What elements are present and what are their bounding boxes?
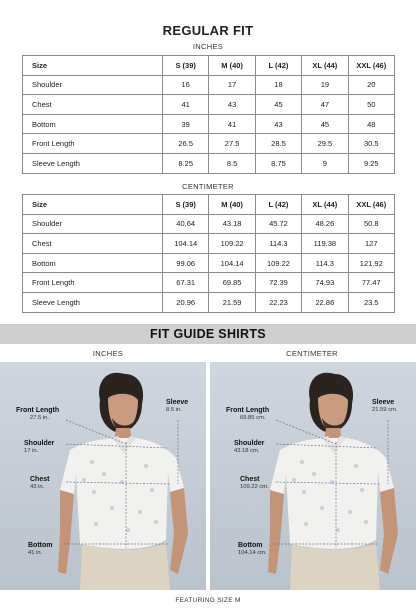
measurement-value: 21.59 [209, 292, 255, 312]
table-row [23, 234, 395, 254]
measurement-value: 121.92 [348, 253, 394, 273]
table-row [23, 253, 395, 273]
measurement-label: Sleeve Length [23, 153, 163, 173]
measurement-value: 16 [163, 75, 209, 95]
measurement-value: 43 [255, 114, 301, 134]
table-row [23, 273, 395, 293]
measurement-value: 9 [302, 153, 348, 173]
measurement-value: 22.86 [302, 292, 348, 312]
table-row [23, 114, 395, 134]
measurement-value: 45 [255, 95, 301, 115]
measurement-value: 26.5 [163, 134, 209, 154]
table-header-row [23, 56, 395, 76]
fit-guide-photo-inches [0, 362, 206, 590]
measurement-value: 99.06 [163, 253, 209, 273]
measurement-value: 72.39 [255, 273, 301, 293]
front-length-label: Front Length [16, 407, 60, 414]
fit-guide-inches-label: INCHES [92, 349, 124, 358]
measurement-value: 48.26 [302, 214, 348, 234]
chest-value: 43 in. [30, 483, 45, 490]
table-header-row [23, 195, 395, 215]
front-length-value: 69.85 cm. [240, 414, 266, 421]
bottom-value: 41 in. [28, 549, 43, 556]
measurement-value: 20.96 [163, 292, 209, 312]
measurement-label: Front Length [23, 273, 163, 293]
measurement-label: Bottom [23, 253, 163, 273]
shoulder-value: 43.18 cm. [234, 447, 260, 454]
measurement-value: 109.22 [209, 234, 255, 254]
featuring-size-caption: FEATURING SIZE M [175, 597, 241, 604]
measurement-value: 41 [163, 95, 209, 115]
measurement-label: Front Length [23, 134, 163, 154]
measurement-label: Chest [23, 95, 163, 115]
measurement-value: 30.5 [348, 134, 394, 154]
measurement-value: 28.5 [255, 134, 301, 154]
measurement-value: 23.5 [348, 292, 394, 312]
measurement-value: 20 [348, 75, 394, 95]
shoulder-label: Shoulder [234, 440, 265, 447]
measurement-value: 114.3 [302, 253, 348, 273]
column-header: XXL (46) [348, 195, 394, 215]
measurement-value: 77.47 [348, 273, 394, 293]
fit-guide-centimeter-label: CENTIMETER [286, 349, 338, 358]
table-row [23, 134, 395, 154]
measurement-value: 114.3 [255, 234, 301, 254]
column-header: S (39) [163, 195, 209, 215]
fit-guide-photo-centimeter [210, 362, 416, 590]
measurement-value: 50.8 [348, 214, 394, 234]
measurement-value: 67.31 [163, 273, 209, 293]
column-header: M (40) [209, 195, 255, 215]
measurement-value: 9.25 [348, 153, 394, 173]
bottom-value: 104.14 cm. [238, 549, 267, 556]
measurement-label: Shoulder [23, 214, 163, 234]
measurement-value: 119.38 [302, 234, 348, 254]
table-row [23, 153, 395, 173]
measurement-value: 17 [209, 75, 255, 95]
column-header: XL (44) [302, 195, 348, 215]
measurement-value: 43 [209, 95, 255, 115]
sleeve-value: 8.5 in. [166, 406, 182, 413]
measurement-value: 74.93 [302, 273, 348, 293]
measurement-value: 43.18 [209, 214, 255, 234]
table-row [23, 95, 395, 115]
regular-fit-title: REGULAR FIT [162, 23, 254, 38]
chest-label: Chest [30, 476, 50, 483]
column-header: M (40) [209, 56, 255, 76]
column-header: XL (44) [302, 56, 348, 76]
chest-value: 109.22 cm. [240, 483, 269, 490]
measurement-value: 8.25 [163, 153, 209, 173]
column-header: L (42) [255, 56, 301, 76]
measurement-value: 19 [302, 75, 348, 95]
measurement-value: 8.5 [209, 153, 255, 173]
column-header: L (42) [255, 195, 301, 215]
bottom-label: Bottom [238, 542, 263, 549]
centimeter-table-label: CENTIMETER [182, 182, 234, 191]
measurement-label: Bottom [23, 114, 163, 134]
centimeter-size-table [22, 194, 395, 313]
column-header: Size [23, 56, 163, 76]
measurement-value: 69.85 [209, 273, 255, 293]
table-row [23, 214, 395, 234]
bottom-label: Bottom [28, 542, 53, 549]
column-header: XXL (46) [348, 56, 394, 76]
measurement-value: 8.75 [255, 153, 301, 173]
measurement-label: Shoulder [23, 75, 163, 95]
measurement-value: 48 [348, 114, 394, 134]
column-header: S (39) [163, 56, 209, 76]
table-row [23, 292, 395, 312]
measurement-label: Sleeve Length [23, 292, 163, 312]
column-header: Size [23, 195, 163, 215]
sleeve-label: Sleeve [166, 399, 189, 406]
fit-guide-banner [0, 324, 416, 344]
shoulder-label: Shoulder [24, 440, 55, 447]
measurement-value: 109.22 [255, 253, 301, 273]
measurement-value: 47 [302, 95, 348, 115]
measurement-value: 50 [348, 95, 394, 115]
measurement-value: 41 [209, 114, 255, 134]
measurement-value: 18 [255, 75, 301, 95]
inches-table-label: INCHES [192, 42, 224, 51]
measurement-value: 104.14 [163, 234, 209, 254]
measurement-value: 39 [163, 114, 209, 134]
front-length-label: Front Length [226, 407, 270, 414]
inches-size-table [22, 55, 395, 174]
measurement-value: 27.5 [209, 134, 255, 154]
measurement-value: 45 [302, 114, 348, 134]
measurement-value: 45.72 [255, 214, 301, 234]
shoulder-value: 17 in. [24, 447, 39, 454]
measurement-value: 40.64 [163, 214, 209, 234]
fit-guide-title: FIT GUIDE SHIRTS [150, 327, 266, 341]
sleeve-label: Sleeve [372, 399, 395, 406]
measurement-value: 29.5 [302, 134, 348, 154]
front-length-value: 27.5 in. [30, 414, 50, 421]
measurement-value: 22.23 [255, 292, 301, 312]
measurement-label: Chest [23, 234, 163, 254]
sleeve-value: 21.59 cm. [372, 406, 398, 413]
measurement-value: 104.14 [209, 253, 255, 273]
chest-label: Chest [240, 476, 260, 483]
table-row [23, 75, 395, 95]
measurement-value: 127 [348, 234, 394, 254]
